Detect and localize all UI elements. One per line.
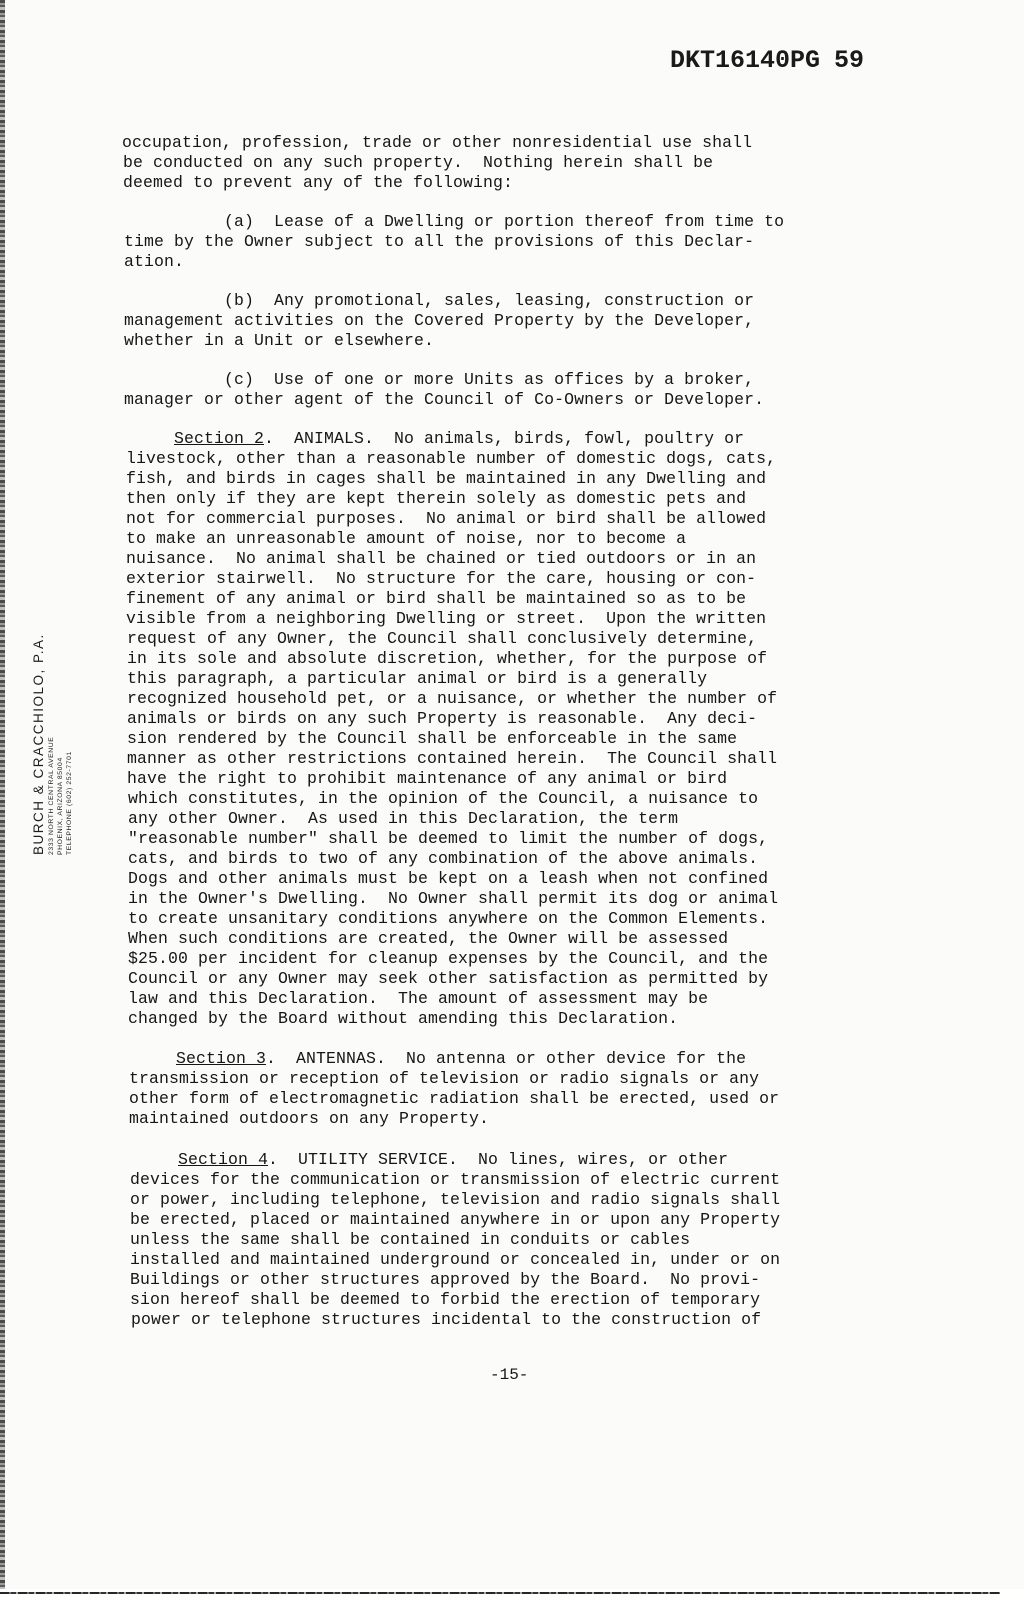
- text-line: manner as other restrictions contained herein. The Council shall: [127, 749, 778, 768]
- text-line: When such conditions are created, the Owner will be assessed: [128, 929, 729, 948]
- section-3-label: Section 3: [176, 1049, 267, 1068]
- text-line: time by the Owner subject to all the provisions of this Declar-: [124, 232, 755, 251]
- text-line: "reasonable number" shall be deemed to limit the number of dogs,: [128, 829, 769, 848]
- text-line: whether in a Unit or elsewhere.: [124, 331, 435, 350]
- text-line: visible from a neighboring Dwelling or street. Upon the written: [126, 609, 767, 628]
- text-line: manager or other agent of the Council of Co-Owners or Developer.: [124, 390, 765, 409]
- text-line: $25.00 per incident for cleanup expenses by the Council, and the: [128, 949, 769, 968]
- text-line: animals or birds on any such Property is reasonable. Any deci-: [127, 709, 758, 728]
- section-4-first-line: . UTILITY SERVICE. No lines, wires, or other: [268, 1150, 729, 1169]
- text-line: recognized household pet, or a nuisance, or whether the number of: [127, 689, 778, 708]
- text-line: fish, and birds in cages shall be maintained in any Dwelling and: [126, 469, 767, 488]
- text-line: nuisance. No animal shall be chained or tied outdoors or in an: [126, 549, 757, 568]
- firm-name: BURCH & CRACCHIOLO, P.A.: [31, 633, 46, 855]
- page-reference: 59: [834, 46, 865, 75]
- text-line: request of any Owner, the Council shall conclusively determine,: [127, 629, 758, 648]
- text-line: other form of electromagnetic radiation shall be erected, used or: [129, 1089, 780, 1108]
- page-number: -15-: [490, 1366, 529, 1384]
- text-line: Dogs and other animals must be kept on a leash when not confined: [128, 869, 769, 888]
- firm-address: 2333 NORTH CENTRAL AVENUE: [48, 736, 55, 855]
- text-line: installed and maintained underground or concealed in, under or on: [130, 1250, 781, 1269]
- text-line: not for commercial purposes. No animal or bird shall be allowed: [126, 509, 767, 528]
- section-3-heading: [176, 1049, 746, 1069]
- text-line: cats, and birds to two of any combination of the above animals.: [128, 849, 759, 868]
- text-line: sion hereof shall be deemed to forbid the erection of temporary: [130, 1290, 761, 1309]
- text-line: then only if they are kept therein solely as domestic pets and: [126, 489, 747, 508]
- text-line: power or telephone structures incidental to the construction of: [131, 1310, 762, 1329]
- text-line: deemed to prevent any of the following:: [123, 173, 514, 192]
- text-line: to make an unreasonable amount of noise, nor to become a: [126, 529, 687, 548]
- text-line: sion rendered by the Council shall be enforceable in the same: [127, 729, 738, 748]
- section-2-heading: [174, 429, 744, 449]
- text-line: be conducted on any such property. Nothing herein shall be: [123, 153, 714, 172]
- section-4-heading: [178, 1150, 728, 1170]
- section-3-first-line: . ANTENNAS. No antenna or other device for the: [266, 1049, 747, 1068]
- text-line: this paragraph, a particular animal or bird is a generally: [127, 669, 708, 688]
- text-line: (b) Any promotional, sales, leasing, construction or: [124, 291, 755, 310]
- text-line: devices for the communication or transmission of electric current: [130, 1170, 781, 1189]
- text-line: or power, including telephone, television and radio signals shall: [130, 1190, 781, 1209]
- section-4-label: Section 4: [178, 1150, 269, 1169]
- text-line: which constitutes, in the opinion of the Council, a nuisance to: [128, 789, 759, 808]
- text-line: to create unsanitary conditions anywhere on the Common Elements.: [128, 909, 769, 928]
- text-line: occupation, profession, trade or other nonresidential use shall: [122, 133, 753, 152]
- book-reference: DKT16140PG: [670, 46, 821, 75]
- text-line: unless the same shall be contained in conduits or cables: [130, 1230, 691, 1249]
- text-line: in the Owner's Dwelling. No Owner shall permit its dog or animal: [128, 889, 779, 908]
- text-line: be erected, placed or maintained anywhere in or upon any Property: [130, 1210, 781, 1229]
- text-line: have the right to prohibit maintenance of any animal or bird: [127, 769, 728, 788]
- text-line: (c) Use of one or more Units as offices by a broker,: [124, 370, 755, 389]
- firm-telephone: TELEPHONE (602) 252-7701: [66, 751, 73, 855]
- law-firm-stamp: [30, 633, 74, 855]
- book-page-reference: [670, 46, 864, 75]
- text-line: in its sole and absolute discretion, whether, for the purpose of: [127, 649, 768, 668]
- text-line: any other Owner. As used in this Declaration, the term: [128, 809, 679, 828]
- text-line: livestock, other than a reasonable number of domestic dogs, cats,: [126, 449, 777, 468]
- text-line: changed by the Board without amending this Declaration.: [128, 1009, 679, 1028]
- text-line: Council or any Owner may seek other satisfaction as permitted by: [128, 969, 769, 988]
- scan-bottom-edge: [0, 1592, 1000, 1594]
- text-line: ation.: [124, 252, 185, 271]
- text-line: maintained outdoors on any Property.: [129, 1109, 490, 1128]
- text-line: law and this Declaration. The amount of assessment may be: [128, 989, 709, 1008]
- text-line: (a) Lease of a Dwelling or portion thereof from time to: [124, 212, 785, 231]
- firm-city: PHOENIX, ARIZONA 85004: [57, 757, 64, 855]
- text-line: management activities on the Covered Property by the Developer,: [124, 311, 755, 330]
- text-line: exterior stairwell. No structure for the care, housing or con-: [126, 569, 757, 588]
- text-line: Buildings or other structures approved by the Board. No provi-: [130, 1270, 761, 1289]
- section-2-label: Section 2: [174, 429, 265, 448]
- text-line: finement of any animal or bird shall be maintained so as to be: [126, 589, 747, 608]
- scan-left-edge: [0, 0, 5, 1616]
- section-2-first-line: . ANIMALS. No animals, birds, fowl, poultry or: [264, 429, 745, 448]
- text-line: transmission or reception of television or radio signals or any: [129, 1069, 760, 1088]
